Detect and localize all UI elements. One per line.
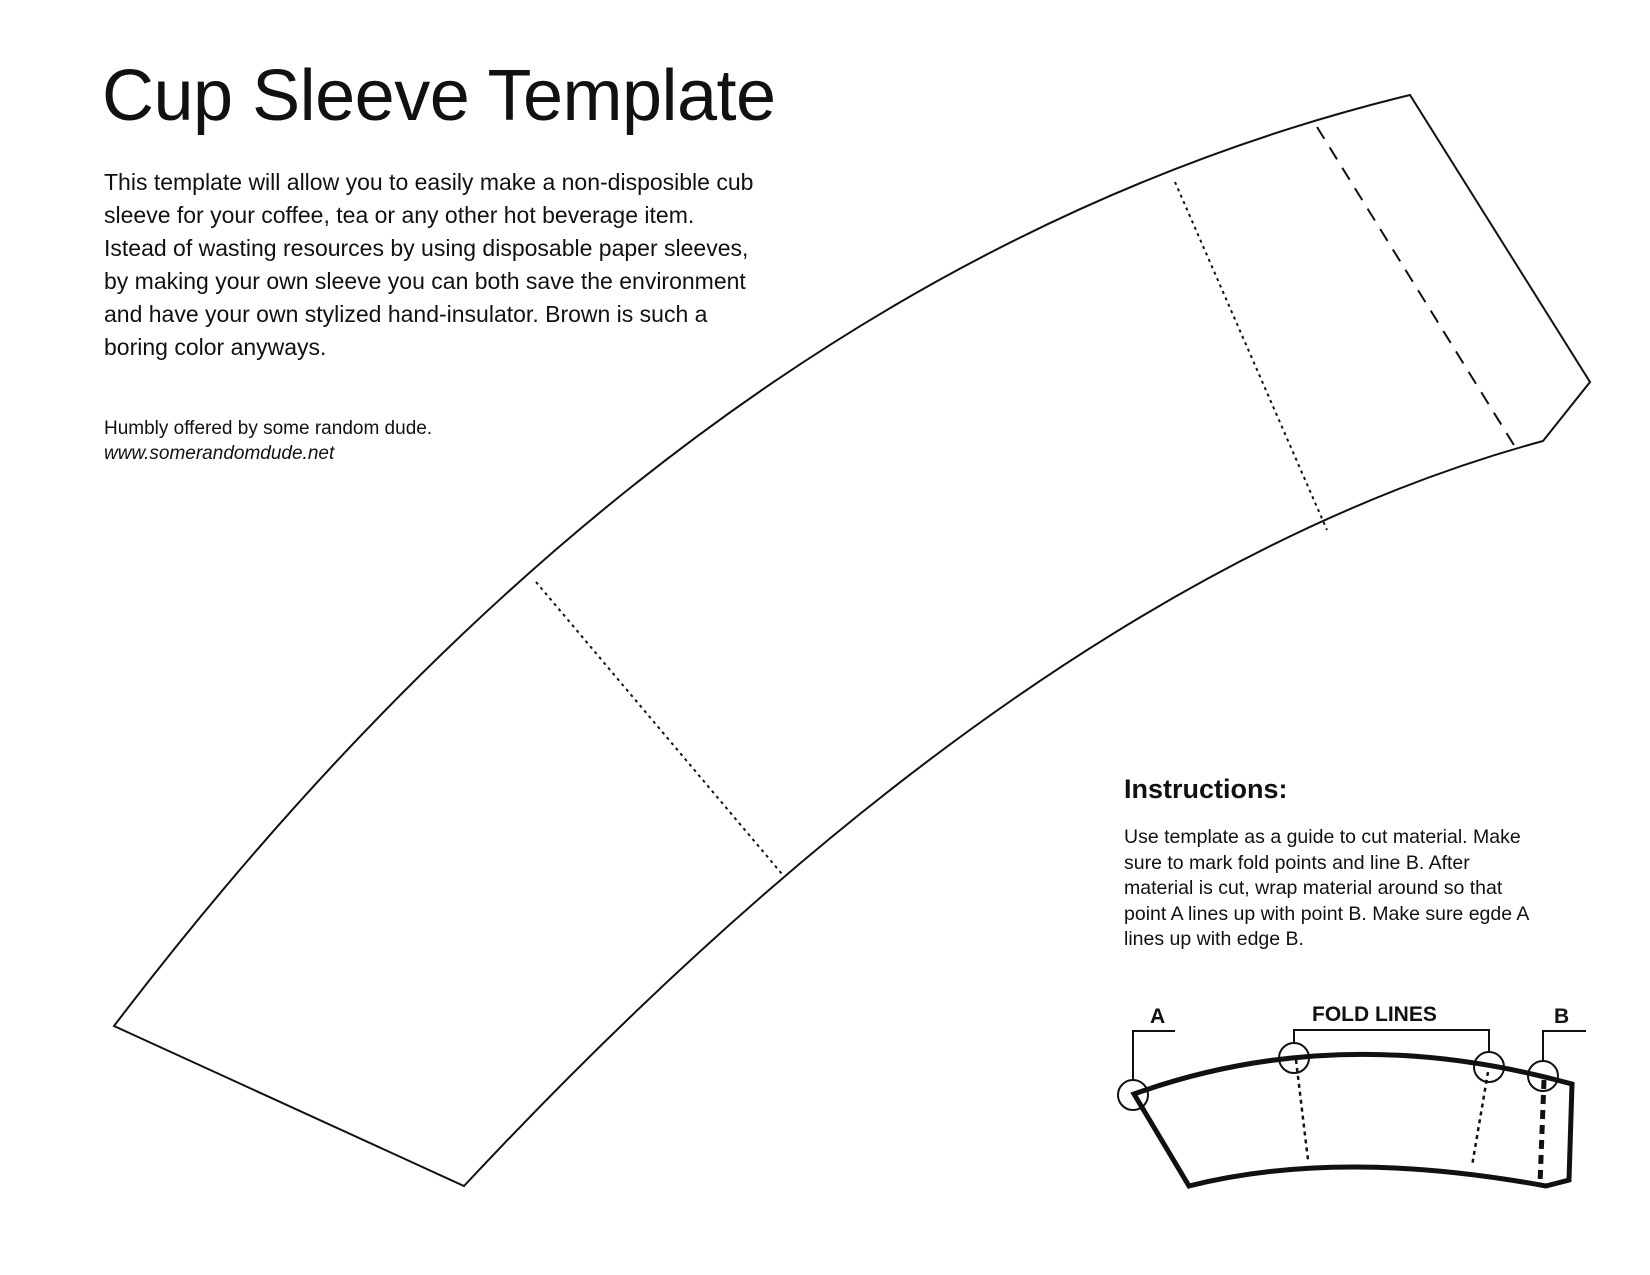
right-fold-line <box>1175 182 1327 530</box>
intro-line: by making your own sleeve you can both save the environment <box>104 268 746 294</box>
overlap-line-b <box>1317 127 1517 450</box>
diagram-fold-line-left <box>1296 1060 1308 1160</box>
intro-line: sleeve for your coffee, tea or any other hot beverage item. <box>104 202 695 228</box>
intro-line: This template will allow you to easily make a non-disposible cub <box>104 169 754 195</box>
intro-line: Istead of wasting resources by using disposable paper sleeves, <box>104 235 749 261</box>
credit-byline: Humbly offered by some random dude. <box>104 418 433 439</box>
instructions-line: point A lines up with point B. Make sure egde A <box>1124 902 1530 925</box>
instruction-diagram <box>1118 1003 1586 1186</box>
leader-line-fold <box>1294 1030 1489 1052</box>
intro-line: and have your own stylized hand-insulator. Brown is such a <box>104 301 708 327</box>
diagram-label-a: A <box>1150 1005 1166 1028</box>
instructions-line: material is cut, wrap material around so that <box>1124 877 1503 899</box>
instructions-body <box>1124 825 1529 953</box>
leader-line-a <box>1133 1031 1175 1080</box>
left-fold-line <box>536 582 782 874</box>
instructions-line: lines up with edge B. <box>1124 928 1304 950</box>
diagram-label-fold-lines: FOLD LINES <box>1312 1003 1437 1026</box>
diagram-label-b: B <box>1554 1005 1570 1028</box>
credit-url: www.somerandomdude.net <box>104 443 335 464</box>
instructions-line: Use template as a guide to cut material. Make <box>1124 826 1521 848</box>
instructions-heading: Instructions: <box>1124 774 1288 804</box>
intro-line: boring color anyways. <box>104 334 327 360</box>
leader-line-b <box>1543 1031 1586 1061</box>
diagram-sleeve-outline <box>1134 1054 1572 1186</box>
instructions-line: sure to mark fold points and line B. After <box>1124 851 1470 874</box>
page-title: Cup Sleeve Template <box>102 56 776 136</box>
diagram-edge-b-line <box>1540 1080 1544 1184</box>
diagram-fold-line-right <box>1472 1072 1488 1166</box>
